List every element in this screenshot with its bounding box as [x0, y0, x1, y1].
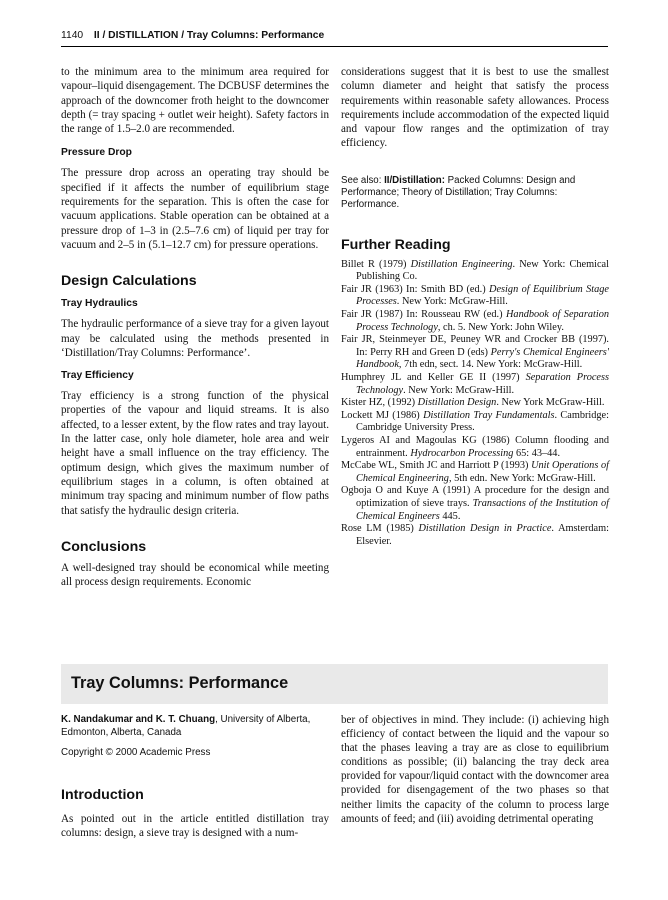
reference-source: . New York: Chemical Publishing Co. [356, 258, 609, 283]
reference-title: Distillation Engineering [410, 258, 513, 270]
reference-source: . Cambridge: Cambridge University Press. [356, 409, 609, 434]
intro-paragraph: to the minimum area to the minimum area required for vapour–liquid disengagement. The DCBUSF determines the approach of the downcomer froth height to the downcomer depth (= tray spacing + outlet weir height). Safety factors in the range of 1.5–2.0 are recommended. [61, 66, 329, 136]
reference-item [341, 259, 609, 284]
reference-item [341, 284, 609, 309]
reference-title: Transactions of the Institution of Chemical Engineers [356, 497, 609, 522]
tray-efficiency-heading: Tray Efficiency [61, 370, 134, 382]
reference-text: Ogboja O and Kuye A (1991) A procedure for the design and optimization of sieve trays. [341, 485, 609, 509]
reference-source: , ch. 5. New York: John Wiley. [437, 321, 564, 333]
reference-source: . New York McGraw-Hill. [496, 397, 605, 409]
design-calculations-heading: Design Calculations [61, 273, 197, 290]
reference-text: Fair JR (1987) In: Rousseau RW (ed.) [341, 309, 506, 321]
conclusions-heading: Conclusions [61, 538, 147, 555]
conclusions-paragraph: A well-designed tray should be economical while meeting all process design requirements. Economic [61, 561, 329, 589]
reference-text: McCabe WL, Smith JC and Harriott P (1993) [341, 460, 532, 472]
left-column [61, 65, 329, 589]
introduction-paragraph: As pointed out in the article entitled distillation tray columns: design, a sieve tray is designed with a num- [61, 813, 329, 840]
further-reading-heading: Further Reading [341, 236, 451, 253]
conclusions-continued: considerations suggest that it is best to use the smallest column diameter and height that satisfy the process requirements within reasonable safety allowances. Process requirements include accommodation of the expected liquid and vapour flow ranges and the optimization of tray efficiency. [341, 66, 609, 150]
reference-title: Distillation Design [417, 397, 497, 409]
article-right-column [341, 713, 609, 826]
reference-item [341, 410, 609, 435]
reference-title: Perry's Chemical Engineers' Handbook [356, 346, 610, 371]
reference-source: , 7th edn, sect. 14. New York: McGraw-Hill. [398, 359, 583, 371]
reference-item [341, 460, 609, 485]
reference-source: 65: 43–44. [513, 447, 561, 459]
reference-title: Unit Operations of Chemical Engineering [356, 460, 609, 484]
introduction-heading: Introduction [61, 787, 144, 803]
reference-text: Lygeros AI and Magoulas KG (1986) Column flooding and entrainment. [341, 434, 609, 459]
reference-item [341, 309, 609, 334]
tray-hydraulics-paragraph: The hydraulic performance of a sieve tray for a given layout may be calculated using the methods presented in ‘Distillation/Tray Columns: Performance’. [61, 318, 329, 359]
tray-hydraulics-heading: Tray Hydraulics [61, 298, 138, 310]
reference-title: Separation Process Technology [356, 372, 610, 396]
reference-source: . Amsterdam: Elsevier. [356, 523, 609, 547]
reference-text: Billet R (1979) [341, 258, 411, 270]
right-column [341, 65, 609, 548]
see-also-section: II/Distillation: [384, 174, 445, 186]
see-also [341, 175, 609, 212]
copyright-line: Copyright © 2000 Academic Press [61, 747, 211, 758]
reference-title: Design of Equilibrium Stage Processes [356, 283, 609, 308]
author-names: K. Nandakumar and K. T. Chuang [61, 714, 216, 725]
author-affiliation: , University of Alberta, Edmonton, Alberta, Canada [61, 714, 311, 738]
reference-title: Handbook of Separation Process Technology [356, 309, 609, 333]
pressure-drop-paragraph: The pressure drop across an operating tray should be specified if it affects the number of equilibrium stage requirements for the separation. This is often the case for vacuum applications. Stable operation can be obtained at a pressure drop of 1–3 in (2.5–7.6 cm) of liquid per tray for vacuum and 2–5 in (5.1–12.7 cm) for pressure operations. [61, 167, 329, 251]
reference-item [341, 372, 609, 397]
reference-title: Hydrocarbon Processing [410, 447, 514, 459]
reference-source: . New York: McGraw-Hill. [396, 296, 508, 308]
reference-title: Distillation Tray Fundamentals [423, 409, 555, 421]
running-header [61, 30, 324, 41]
reference-text: Rose LM (1985) [341, 523, 419, 535]
article-title-banner [61, 664, 608, 704]
reference-item [341, 435, 609, 460]
reference-item [341, 397, 609, 410]
article-title: Tray Columns: Performance [71, 674, 289, 692]
author-line [61, 713, 329, 739]
tray-efficiency-paragraph: Tray efficiency is a strong function of the physical properties of the vapour and liquid streams. It is also affected, to a lesser extent, by the flow rates and tray layout. In the latter case, only hole diameter, hole area and weir height have a small influence on the tray efficiency. The optimum design, which gives the maximum number of equilibrium stages in a column, is often obtained at minimum tray spacing and minimum number of flow paths that satisfy the hydraulic design criteria. [61, 390, 329, 517]
page-number: 1140 [61, 30, 84, 41]
reference-text: Kister HZ, (1992) [341, 397, 418, 409]
reference-text: Lockett MJ (1986) [341, 409, 424, 421]
reference-item [341, 523, 609, 548]
reference-list [341, 259, 609, 549]
article-left-column [61, 713, 329, 840]
reference-text: Humphrey JL and Keller GE II (1997) [341, 372, 526, 384]
see-also-label: See also: [341, 174, 382, 186]
reference-text: Fair JR, Steinmeyer DE, Peuney WR and Crocker BB (1997). In: Perry RH and Green D (eds) [341, 334, 609, 358]
reference-source: , 5th edn. New York: McGraw-Hill. [448, 472, 596, 484]
reference-source: 445. [439, 510, 461, 522]
pressure-drop-heading: Pressure Drop [61, 147, 132, 159]
reference-title: Distillation Design in Practice [418, 523, 552, 535]
article-right-paragraph: ber of objectives in mind. They include: (i) achieving high efficiency of contact between the liquid and the vapour so that the phases leaving a tray are as close to equilibrium conditions as possible; (ii) balancing the tray deck area provided for vapour/liquid contact with the downcomer area provided for disengagement of the two phases so that neither limits the capacity of the column to process large amounts of feed; and (iii) avoiding detrimental operating [341, 714, 609, 825]
reference-text: Fair JR (1963) In: Smith BD (ed.) [341, 283, 490, 295]
reference-item [341, 334, 609, 372]
see-also-links: Packed Columns: Design and Performance; Theory of Distillation; Tray Columns: Performance. [341, 174, 576, 211]
running-title: II / DISTILLATION / Tray Columns: Performance [93, 30, 325, 41]
reference-source: . New York: McGraw-Hill. [403, 384, 515, 396]
header-rule [61, 46, 608, 47]
reference-item [341, 485, 609, 523]
